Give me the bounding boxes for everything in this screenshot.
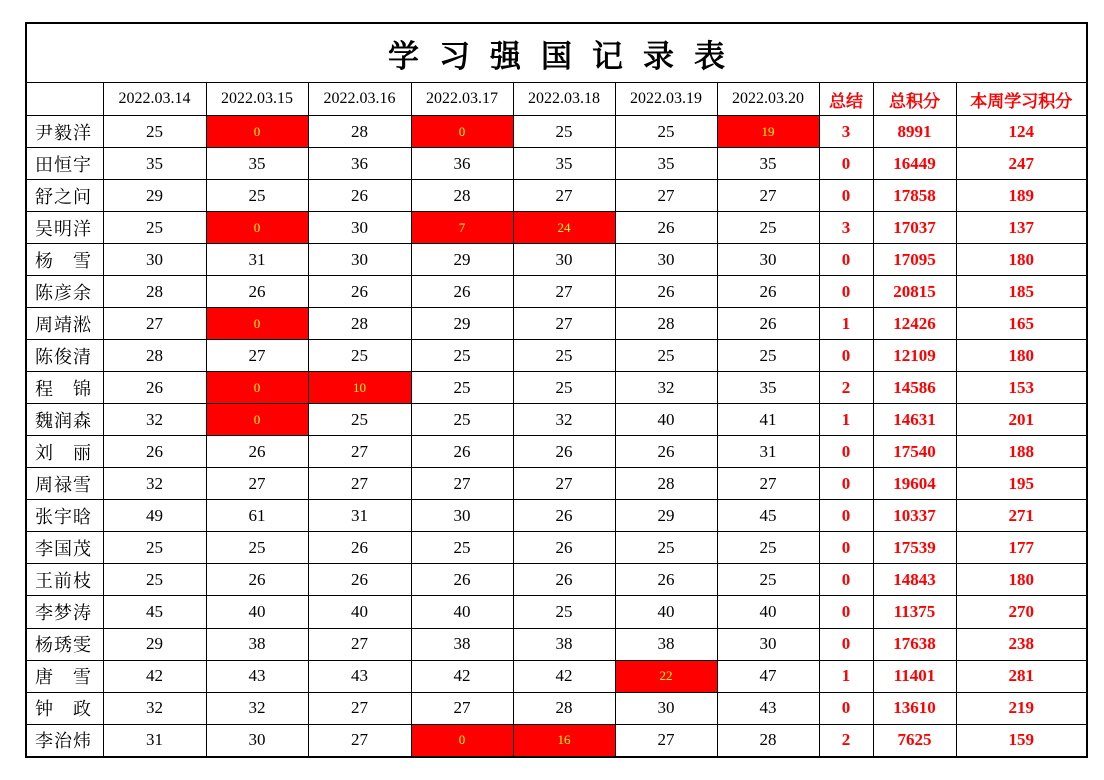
total-points-cell: 17539	[873, 532, 956, 564]
summary-column-header-2: 本周学习积分	[956, 83, 1087, 116]
name-cell: 唐 雪	[26, 660, 103, 692]
day-cell: 40	[717, 596, 819, 628]
day-cell-highlighted: 0	[411, 116, 513, 148]
week-points-cell: 180	[956, 244, 1087, 276]
day-cell: 35	[513, 148, 615, 180]
day-cell: 32	[206, 692, 308, 724]
day-cell: 38	[206, 628, 308, 660]
summary-cell: 0	[819, 276, 873, 308]
day-cell-highlighted: 0	[411, 724, 513, 757]
table-row	[26, 276, 1087, 308]
name-cell: 吴明洋	[26, 212, 103, 244]
summary-cell: 0	[819, 596, 873, 628]
day-cell: 31	[206, 244, 308, 276]
day-cell: 25	[206, 180, 308, 212]
day-cell: 25	[411, 340, 513, 372]
day-cell: 28	[615, 468, 717, 500]
day-cell: 25	[103, 532, 206, 564]
week-points-cell: 201	[956, 404, 1087, 436]
date-column-header-4: 2022.03.18	[513, 83, 615, 116]
week-points-cell: 195	[956, 468, 1087, 500]
table-row	[26, 308, 1087, 340]
day-cell-highlighted: 16	[513, 724, 615, 757]
day-cell: 31	[308, 500, 411, 532]
day-cell: 35	[103, 148, 206, 180]
name-cell: 舒之问	[26, 180, 103, 212]
day-cell: 25	[206, 532, 308, 564]
day-cell: 26	[615, 212, 717, 244]
summary-column-header-1: 总积分	[873, 83, 956, 116]
day-cell: 26	[103, 372, 206, 404]
day-cell: 26	[103, 436, 206, 468]
table-row	[26, 724, 1087, 757]
day-cell: 25	[615, 532, 717, 564]
name-cell: 周靖淞	[26, 308, 103, 340]
total-points-cell: 11375	[873, 596, 956, 628]
day-cell: 27	[615, 724, 717, 757]
day-cell: 25	[615, 116, 717, 148]
day-cell: 26	[615, 436, 717, 468]
date-column-header-6: 2022.03.20	[717, 83, 819, 116]
summary-cell: 0	[819, 628, 873, 660]
day-cell: 29	[411, 308, 513, 340]
day-cell: 43	[206, 660, 308, 692]
day-cell: 25	[308, 340, 411, 372]
week-points-cell: 219	[956, 692, 1087, 724]
day-cell: 27	[513, 308, 615, 340]
total-points-cell: 14631	[873, 404, 956, 436]
table-row	[26, 180, 1087, 212]
day-cell: 30	[103, 244, 206, 276]
week-points-cell: 153	[956, 372, 1087, 404]
day-cell: 35	[717, 148, 819, 180]
name-cell: 杨 雪	[26, 244, 103, 276]
summary-cell: 0	[819, 148, 873, 180]
name-cell: 李治炜	[26, 724, 103, 757]
day-cell: 25	[103, 564, 206, 596]
day-cell: 30	[206, 724, 308, 757]
week-points-cell: 189	[956, 180, 1087, 212]
name-cell: 李梦涛	[26, 596, 103, 628]
day-cell: 38	[411, 628, 513, 660]
corner-cell	[26, 83, 103, 116]
summary-column-header-0: 总结	[819, 83, 873, 116]
day-cell: 26	[513, 500, 615, 532]
summary-cell: 1	[819, 660, 873, 692]
day-cell-highlighted: 10	[308, 372, 411, 404]
title-row	[26, 23, 1087, 83]
total-points-cell: 11401	[873, 660, 956, 692]
day-cell: 27	[411, 468, 513, 500]
table-row	[26, 116, 1087, 148]
week-points-cell: 188	[956, 436, 1087, 468]
table-row	[26, 404, 1087, 436]
day-cell: 49	[103, 500, 206, 532]
day-cell: 27	[717, 468, 819, 500]
week-points-cell: 281	[956, 660, 1087, 692]
summary-cell: 2	[819, 372, 873, 404]
day-cell: 42	[513, 660, 615, 692]
day-cell: 27	[513, 276, 615, 308]
table-row	[26, 660, 1087, 692]
week-points-cell: 247	[956, 148, 1087, 180]
table-row	[26, 500, 1087, 532]
name-cell: 魏润森	[26, 404, 103, 436]
day-cell: 30	[615, 244, 717, 276]
day-cell: 35	[717, 372, 819, 404]
day-cell: 25	[513, 340, 615, 372]
week-points-cell: 180	[956, 564, 1087, 596]
summary-cell: 0	[819, 436, 873, 468]
name-cell: 陈俊清	[26, 340, 103, 372]
week-points-cell: 238	[956, 628, 1087, 660]
day-cell: 30	[308, 244, 411, 276]
day-cell: 27	[308, 724, 411, 757]
summary-cell: 0	[819, 244, 873, 276]
name-cell: 周禄雪	[26, 468, 103, 500]
total-points-cell: 12109	[873, 340, 956, 372]
day-cell: 47	[717, 660, 819, 692]
name-cell: 尹毅洋	[26, 116, 103, 148]
day-cell: 40	[206, 596, 308, 628]
day-cell: 26	[615, 564, 717, 596]
total-points-cell: 17095	[873, 244, 956, 276]
page-title: 学习强国记录表	[26, 23, 1087, 83]
day-cell: 42	[103, 660, 206, 692]
day-cell: 25	[615, 340, 717, 372]
table-row	[26, 628, 1087, 660]
day-cell: 28	[103, 276, 206, 308]
day-cell-highlighted: 0	[206, 372, 308, 404]
total-points-cell: 16449	[873, 148, 956, 180]
day-cell: 26	[308, 564, 411, 596]
day-cell: 26	[206, 276, 308, 308]
day-cell: 25	[411, 532, 513, 564]
day-cell: 27	[206, 340, 308, 372]
day-cell: 40	[411, 596, 513, 628]
day-cell: 45	[717, 500, 819, 532]
table-row	[26, 340, 1087, 372]
day-cell: 30	[717, 244, 819, 276]
summary-cell: 3	[819, 212, 873, 244]
table-row	[26, 212, 1087, 244]
day-cell: 29	[103, 180, 206, 212]
date-column-header-5: 2022.03.19	[615, 83, 717, 116]
day-cell: 27	[513, 180, 615, 212]
total-points-cell: 10337	[873, 500, 956, 532]
study-record-table	[25, 22, 1088, 758]
day-cell: 26	[717, 308, 819, 340]
day-cell-highlighted: 0	[206, 212, 308, 244]
table-row	[26, 244, 1087, 276]
date-column-header-1: 2022.03.15	[206, 83, 308, 116]
day-cell: 26	[206, 564, 308, 596]
week-points-cell: 185	[956, 276, 1087, 308]
day-cell: 41	[717, 404, 819, 436]
day-cell: 36	[308, 148, 411, 180]
total-points-cell: 13610	[873, 692, 956, 724]
name-cell: 杨琇雯	[26, 628, 103, 660]
day-cell: 26	[411, 436, 513, 468]
day-cell: 26	[308, 180, 411, 212]
day-cell-highlighted: 24	[513, 212, 615, 244]
day-cell-highlighted: 0	[206, 404, 308, 436]
day-cell: 38	[513, 628, 615, 660]
day-cell: 26	[717, 276, 819, 308]
week-points-cell: 124	[956, 116, 1087, 148]
day-cell: 30	[717, 628, 819, 660]
summary-cell: 0	[819, 532, 873, 564]
day-cell-highlighted: 0	[206, 308, 308, 340]
day-cell: 26	[513, 564, 615, 596]
day-cell: 35	[615, 148, 717, 180]
total-points-cell: 17858	[873, 180, 956, 212]
day-cell: 28	[308, 116, 411, 148]
day-cell: 27	[103, 308, 206, 340]
day-cell: 26	[615, 276, 717, 308]
day-cell: 29	[615, 500, 717, 532]
day-cell: 25	[308, 404, 411, 436]
week-points-cell: 137	[956, 212, 1087, 244]
day-cell: 30	[411, 500, 513, 532]
table-row	[26, 468, 1087, 500]
summary-cell: 0	[819, 564, 873, 596]
day-cell: 25	[513, 116, 615, 148]
day-cell: 28	[513, 692, 615, 724]
day-cell: 45	[103, 596, 206, 628]
day-cell: 30	[513, 244, 615, 276]
table-row	[26, 436, 1087, 468]
day-cell: 25	[411, 404, 513, 436]
day-cell: 61	[206, 500, 308, 532]
total-points-cell: 17638	[873, 628, 956, 660]
table-row	[26, 596, 1087, 628]
day-cell: 26	[411, 564, 513, 596]
day-cell: 32	[103, 692, 206, 724]
day-cell: 28	[411, 180, 513, 212]
day-cell: 25	[513, 596, 615, 628]
day-cell: 30	[308, 212, 411, 244]
day-cell: 32	[103, 404, 206, 436]
week-points-cell: 180	[956, 340, 1087, 372]
day-cell: 32	[615, 372, 717, 404]
day-cell: 27	[308, 436, 411, 468]
day-cell: 26	[411, 276, 513, 308]
name-cell: 刘 丽	[26, 436, 103, 468]
date-column-header-0: 2022.03.14	[103, 83, 206, 116]
week-points-cell: 165	[956, 308, 1087, 340]
total-points-cell: 20815	[873, 276, 956, 308]
total-points-cell: 12426	[873, 308, 956, 340]
day-cell: 27	[308, 692, 411, 724]
day-cell-highlighted: 7	[411, 212, 513, 244]
table-row	[26, 692, 1087, 724]
summary-cell: 0	[819, 340, 873, 372]
day-cell: 25	[717, 532, 819, 564]
day-cell: 35	[206, 148, 308, 180]
date-column-header-2: 2022.03.16	[308, 83, 411, 116]
day-cell: 27	[308, 468, 411, 500]
total-points-cell: 14843	[873, 564, 956, 596]
name-cell: 钟 政	[26, 692, 103, 724]
table-row	[26, 148, 1087, 180]
day-cell: 42	[411, 660, 513, 692]
day-cell: 25	[513, 372, 615, 404]
day-cell: 40	[615, 596, 717, 628]
total-points-cell: 8991	[873, 116, 956, 148]
day-cell: 36	[411, 148, 513, 180]
name-cell: 程 锦	[26, 372, 103, 404]
day-cell: 26	[308, 276, 411, 308]
day-cell: 32	[103, 468, 206, 500]
summary-cell: 0	[819, 692, 873, 724]
header-row	[26, 83, 1087, 116]
day-cell: 26	[206, 436, 308, 468]
day-cell: 28	[717, 724, 819, 757]
total-points-cell: 17037	[873, 212, 956, 244]
total-points-cell: 7625	[873, 724, 956, 757]
total-points-cell: 14586	[873, 372, 956, 404]
day-cell: 25	[103, 116, 206, 148]
day-cell: 40	[308, 596, 411, 628]
day-cell: 27	[308, 628, 411, 660]
week-points-cell: 159	[956, 724, 1087, 757]
day-cell: 25	[717, 564, 819, 596]
name-cell: 李国茂	[26, 532, 103, 564]
total-points-cell: 19604	[873, 468, 956, 500]
day-cell: 29	[411, 244, 513, 276]
day-cell: 26	[513, 532, 615, 564]
day-cell: 31	[103, 724, 206, 757]
day-cell: 27	[513, 468, 615, 500]
day-cell: 43	[308, 660, 411, 692]
day-cell: 31	[717, 436, 819, 468]
summary-cell: 0	[819, 500, 873, 532]
day-cell: 25	[103, 212, 206, 244]
day-cell: 28	[103, 340, 206, 372]
name-cell: 张宇晗	[26, 500, 103, 532]
week-points-cell: 177	[956, 532, 1087, 564]
day-cell: 27	[615, 180, 717, 212]
name-cell: 陈彦余	[26, 276, 103, 308]
summary-cell: 0	[819, 180, 873, 212]
day-cell: 27	[206, 468, 308, 500]
day-cell: 32	[513, 404, 615, 436]
day-cell: 27	[717, 180, 819, 212]
day-cell-highlighted: 19	[717, 116, 819, 148]
day-cell: 40	[615, 404, 717, 436]
day-cell: 25	[717, 212, 819, 244]
total-points-cell: 17540	[873, 436, 956, 468]
summary-cell: 1	[819, 404, 873, 436]
day-cell: 28	[615, 308, 717, 340]
day-cell-highlighted: 22	[615, 660, 717, 692]
summary-cell: 2	[819, 724, 873, 757]
day-cell: 26	[513, 436, 615, 468]
day-cell: 43	[717, 692, 819, 724]
day-cell: 25	[717, 340, 819, 372]
day-cell: 30	[615, 692, 717, 724]
week-points-cell: 270	[956, 596, 1087, 628]
summary-cell: 3	[819, 116, 873, 148]
day-cell: 27	[411, 692, 513, 724]
summary-cell: 1	[819, 308, 873, 340]
day-cell: 26	[308, 532, 411, 564]
table-row	[26, 372, 1087, 404]
day-cell: 28	[308, 308, 411, 340]
day-cell: 25	[411, 372, 513, 404]
table-row	[26, 532, 1087, 564]
day-cell: 38	[615, 628, 717, 660]
table-row	[26, 564, 1087, 596]
name-cell: 王前枝	[26, 564, 103, 596]
day-cell-highlighted: 0	[206, 116, 308, 148]
name-cell: 田恒宇	[26, 148, 103, 180]
date-column-header-3: 2022.03.17	[411, 83, 513, 116]
summary-cell: 0	[819, 468, 873, 500]
day-cell: 29	[103, 628, 206, 660]
week-points-cell: 271	[956, 500, 1087, 532]
